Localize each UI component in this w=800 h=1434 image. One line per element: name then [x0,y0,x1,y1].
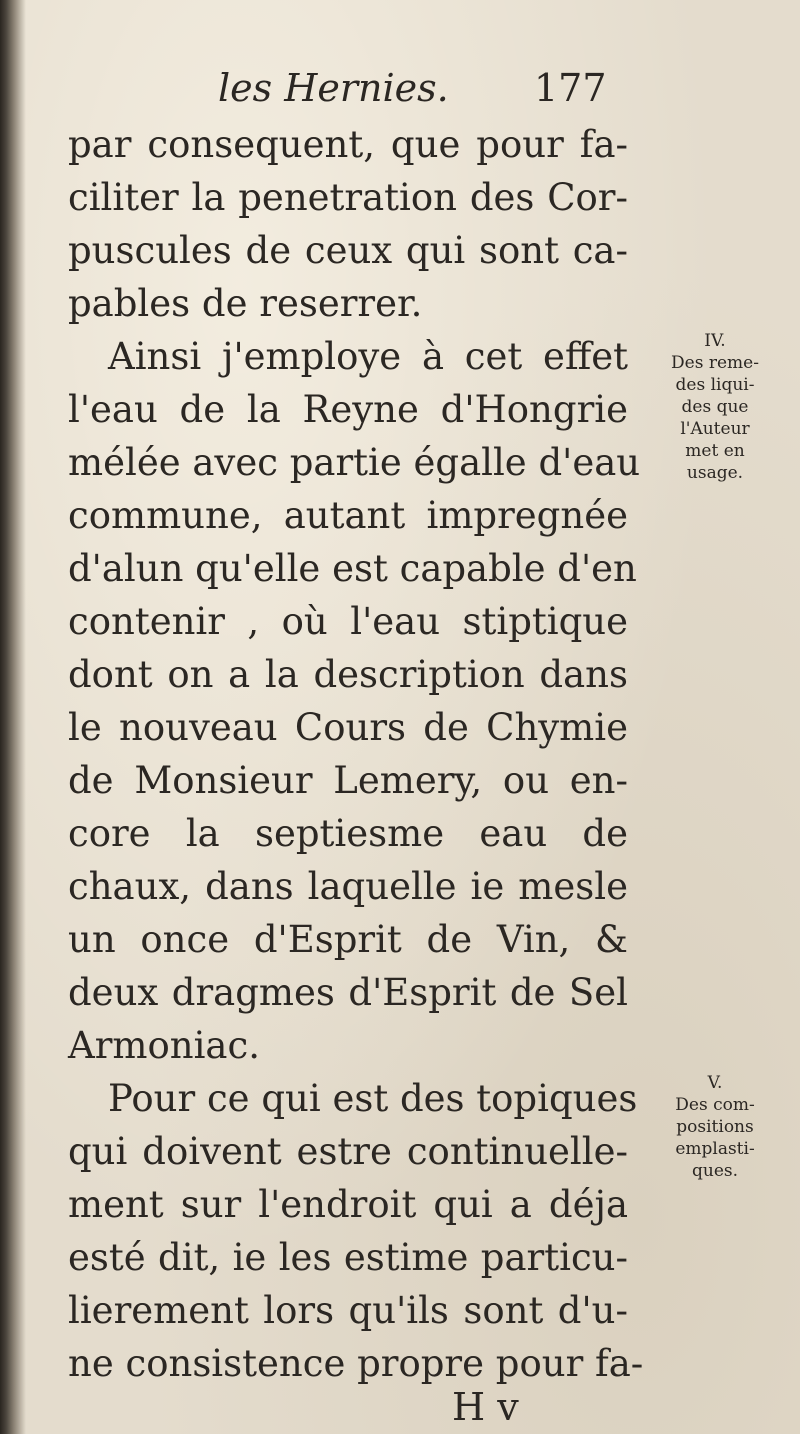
text-line: le nouveau Cours de Chymie [68,706,628,749]
running-title: les Hernies. [218,66,449,110]
text-line: contenir , où l'eau stiptique [68,600,628,643]
text-line: par consequent, que pour fa- [68,123,628,166]
margin-note-line: Des com- [675,1095,755,1115]
margin-note-iv [640,330,790,484]
book-binding-edge [0,0,26,1434]
text-line: un once d'Esprit de Vin, & [68,918,628,961]
text-line: Ainsi j'employe à cet effet [108,335,628,378]
margin-note-line: l'Auteur [680,419,750,439]
text-line: puscules de ceux qui sont ca- [68,229,628,272]
text-line: ciliter la penetration des Cor- [68,176,628,219]
text-line: deux dragmes d'Esprit de Sel [68,971,628,1014]
text-line: ment sur l'endroit qui a déja [68,1183,628,1226]
text-line: l'eau de la Reyne d'Hongrie [68,388,628,431]
text-line: chaux, dans laquelle ie mesle [68,865,628,908]
text-line: core la septiesme eau de [68,812,628,855]
text-line: commune, autant impregnée [68,494,628,537]
margin-note-line: met en [685,441,745,461]
margin-note-line: usage. [686,463,744,483]
text-line: qui doivent estre continuelle- [68,1130,628,1173]
page-number: 177 [534,66,607,110]
text-line: mélée avec partie égalle d'eau [68,441,641,484]
margin-note-line: des liqui- [675,375,755,395]
margin-note-line: des que [681,397,749,417]
text-line: ne consistence propre pour fa- [68,1342,644,1385]
signature-mark: H v [452,1385,519,1429]
text-line: Armoniac. [68,1024,260,1067]
text-line: Pour ce qui est des topiques [108,1077,638,1120]
margin-note-line: V. [707,1073,723,1093]
text-line: lierement lors qu'ils sont d'u- [68,1289,628,1332]
margin-note-v [640,1072,790,1182]
text-line: esté dit, ie les estime particu- [68,1236,628,1279]
text-line: pables de reserrer. [68,282,423,325]
text-line: de Monsieur Lemery, ou en- [68,759,628,802]
text-line: d'alun qu'elle est capable d'en [68,547,637,590]
margin-note-line: Des reme- [671,353,759,373]
text-line: dont on a la description dans [68,653,628,696]
margin-note-line: ques. [691,1161,739,1181]
margin-note-line: IV. [704,331,726,351]
margin-note-line: emplasti- [675,1139,755,1159]
margin-note-line: positions [676,1117,754,1137]
